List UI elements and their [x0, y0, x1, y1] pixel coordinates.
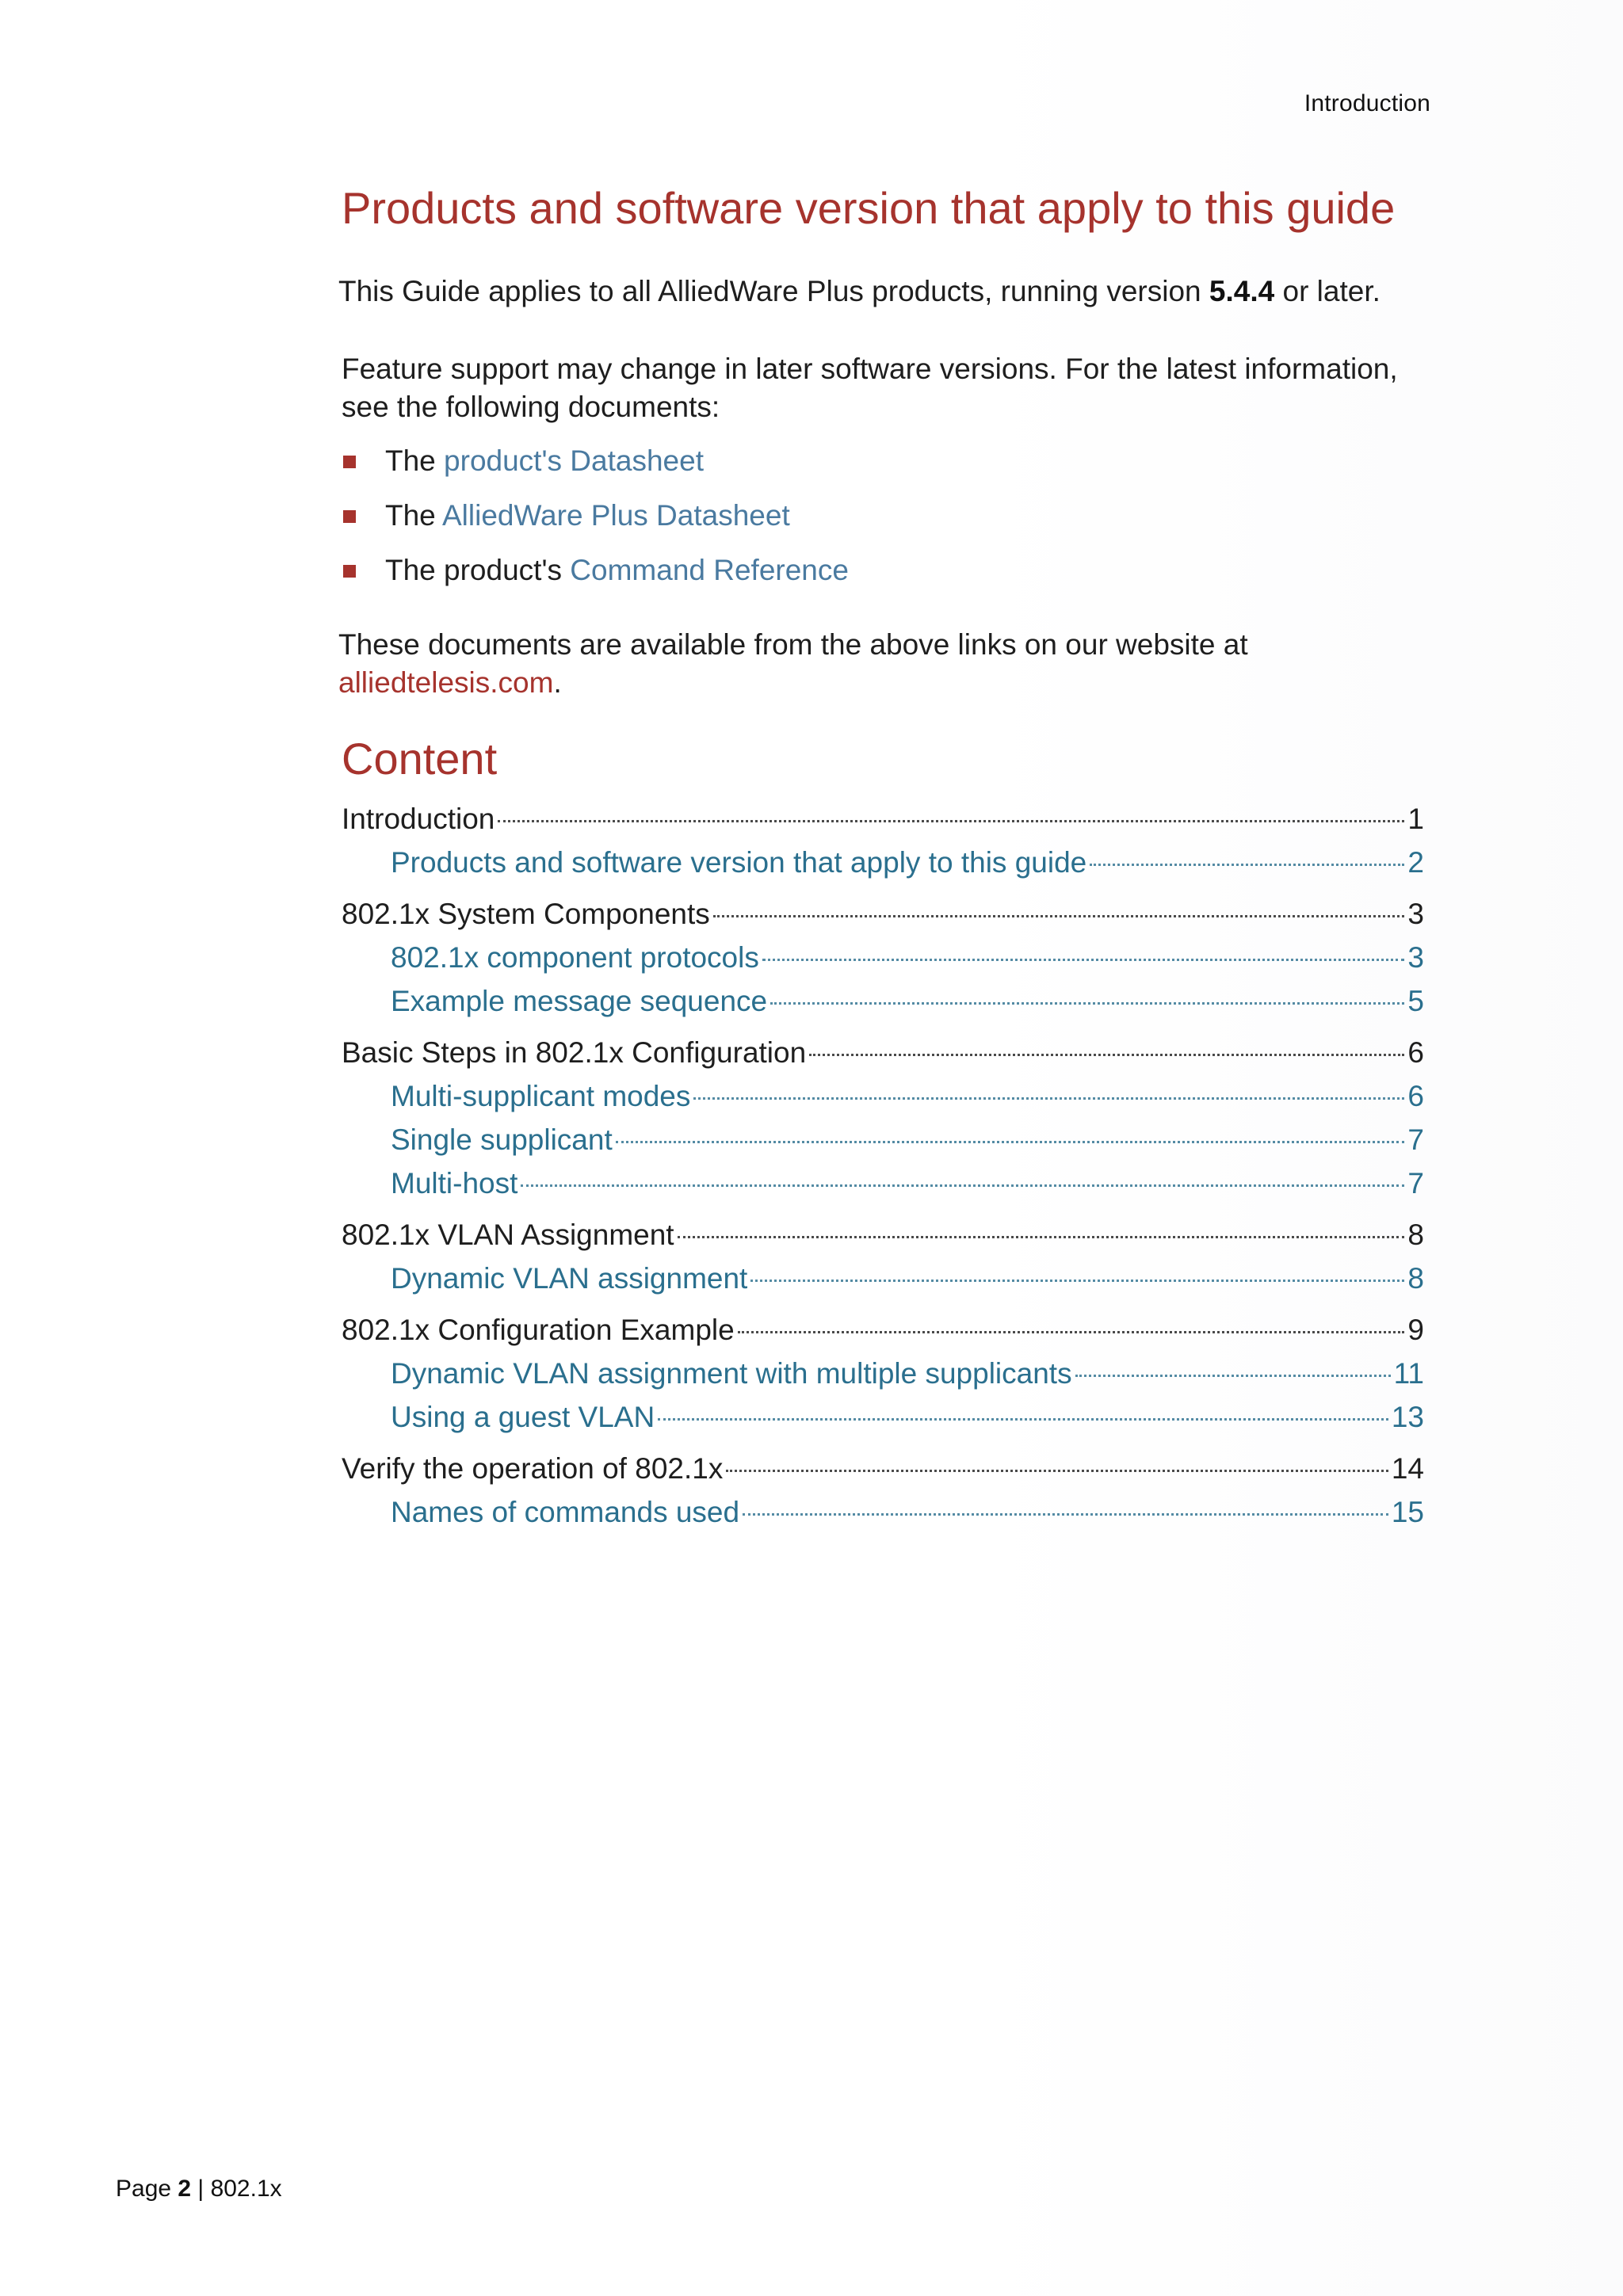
toc-dot-leader	[762, 959, 1405, 961]
toc-dot-leader	[743, 1513, 1388, 1516]
availability-text-after: .	[553, 666, 562, 699]
toc-entry[interactable]	[342, 1216, 1424, 1254]
toc-page-number[interactable]: 15	[1391, 1496, 1424, 1528]
toc-subentry[interactable]	[391, 1493, 1424, 1531]
toc-dot-leader	[809, 1054, 1404, 1056]
toc-entry-title[interactable]: Using a guest VLAN	[391, 1401, 655, 1433]
footer-page-label: Page	[116, 2176, 178, 2202]
toc-entry-title[interactable]: 802.1x System Components	[342, 898, 710, 930]
toc-entry[interactable]	[342, 1311, 1424, 1349]
toc-entry[interactable]	[342, 1034, 1424, 1072]
bullet-prefix: The	[385, 444, 445, 477]
bullet-square-icon	[343, 510, 356, 523]
toc-dot-leader	[498, 820, 1404, 822]
toc-page-number[interactable]: 5	[1407, 985, 1424, 1017]
toc-subentry[interactable]	[391, 1260, 1424, 1298]
toc-entry-title[interactable]: Basic Steps in 802.1x Configuration	[342, 1036, 807, 1069]
toc-page-number[interactable]: 2	[1407, 846, 1424, 879]
availability-paragraph	[338, 626, 1440, 702]
toc-page-number[interactable]: 13	[1391, 1401, 1424, 1433]
toc-page-number[interactable]: 8	[1407, 1219, 1424, 1251]
running-header: Introduction	[1304, 90, 1430, 116]
toc-entry-title[interactable]: Dynamic VLAN assignment	[391, 1262, 748, 1295]
toc-entry-title[interactable]: Example message sequence	[391, 985, 768, 1017]
toc-entry-title[interactable]: Verify the operation of 802.1x	[342, 1452, 724, 1485]
document-links-list	[342, 442, 849, 606]
toc-dot-leader	[658, 1418, 1388, 1421]
toc-page-number[interactable]: 7	[1407, 1123, 1424, 1156]
toc-dot-leader	[738, 1331, 1405, 1333]
toc-subentry[interactable]	[391, 939, 1424, 977]
toc-dot-leader	[693, 1097, 1404, 1100]
bullet-square-icon	[343, 565, 356, 578]
toc-entry-title[interactable]: Introduction	[342, 803, 495, 835]
toc-entry-title[interactable]: 802.1x component protocols	[391, 941, 759, 974]
version-number: 5.4.4	[1209, 275, 1275, 307]
toc-page-number[interactable]: 7	[1407, 1167, 1424, 1199]
footer-doc-title: 802.1x	[210, 2176, 282, 2202]
product-datasheet-link[interactable]: product's Datasheet	[444, 444, 704, 477]
toc-dot-leader	[770, 1002, 1404, 1005]
toc-entry-title[interactable]: Dynamic VLAN assignment with multiple supplicants	[391, 1357, 1072, 1390]
feature-note-paragraph: Feature support may change in later software versions. For the latest information, see the following documents:	[342, 353, 1398, 423]
toc-page-number[interactable]: 9	[1407, 1314, 1424, 1346]
toc-entry-title[interactable]: 802.1x Configuration Example	[342, 1314, 735, 1346]
toc-dot-leader	[616, 1141, 1405, 1143]
list-item	[342, 551, 849, 606]
toc-entry[interactable]	[342, 800, 1424, 838]
toc-dot-leader	[678, 1236, 1405, 1238]
toc-dot-leader	[521, 1184, 1404, 1187]
applies-text-before: This Guide applies to all AlliedWare Plus products, running version	[338, 275, 1209, 307]
toc-subentry[interactable]	[391, 1165, 1424, 1203]
footer-page-number: 2	[178, 2176, 192, 2202]
toc-page-number[interactable]: 1	[1407, 803, 1424, 835]
applies-text-after: or later.	[1274, 275, 1381, 307]
page-footer	[116, 2176, 282, 2203]
toc-entry-title[interactable]: Multi-supplicant modes	[391, 1080, 691, 1112]
alliedware-plus-datasheet-link[interactable]: AlliedWare Plus Datasheet	[442, 499, 790, 532]
toc-entry-title[interactable]: Products and software version that apply to this guide	[391, 846, 1087, 879]
toc-entry-title[interactable]: Multi-host	[391, 1167, 518, 1199]
toc-subentry[interactable]	[391, 1077, 1424, 1116]
toc-entry[interactable]	[342, 1450, 1424, 1488]
bullet-square-icon	[343, 456, 356, 468]
toc-page-number[interactable]: 11	[1393, 1357, 1424, 1390]
toc-page-number[interactable]: 14	[1391, 1452, 1424, 1485]
products-heading: Products and software version that apply to this guide	[342, 183, 1396, 233]
footer-separator: |	[191, 2176, 211, 2202]
applies-paragraph	[338, 273, 1440, 311]
toc-subentry[interactable]	[391, 1398, 1424, 1436]
toc-dot-leader	[1075, 1375, 1391, 1377]
list-item	[342, 442, 849, 497]
toc-dot-leader	[726, 1470, 1388, 1472]
toc-dot-leader	[1090, 864, 1404, 866]
toc-entry-title[interactable]: 802.1x VLAN Assignment	[342, 1219, 674, 1251]
website-link[interactable]: alliedtelesis.com	[338, 666, 554, 699]
list-item	[342, 497, 849, 551]
command-reference-link[interactable]: Command Reference	[570, 554, 849, 586]
toc-page-number[interactable]: 3	[1407, 898, 1424, 930]
toc-entry[interactable]	[342, 895, 1424, 933]
toc-page-number[interactable]: 8	[1407, 1262, 1424, 1295]
toc-page-number[interactable]: 6	[1407, 1036, 1424, 1069]
toc-subentry[interactable]	[391, 1121, 1424, 1159]
bullet-prefix: The	[385, 499, 442, 532]
toc-entry-title[interactable]: Names of commands used	[391, 1496, 740, 1528]
toc-subentry[interactable]	[391, 844, 1424, 882]
bullet-prefix: The product's	[385, 554, 571, 586]
toc-dot-leader	[713, 915, 1405, 917]
toc-subentry[interactable]	[391, 1355, 1424, 1393]
toc-page-number[interactable]: 3	[1407, 941, 1424, 974]
toc-entry-title[interactable]: Single supplicant	[391, 1123, 613, 1156]
toc-page-number[interactable]: 6	[1407, 1080, 1424, 1112]
toc-dot-leader	[750, 1280, 1404, 1282]
availability-text-before: These documents are available from the above links on our website at	[338, 628, 1248, 661]
content-heading: Content	[342, 734, 498, 784]
toc-subentry[interactable]	[391, 982, 1424, 1020]
